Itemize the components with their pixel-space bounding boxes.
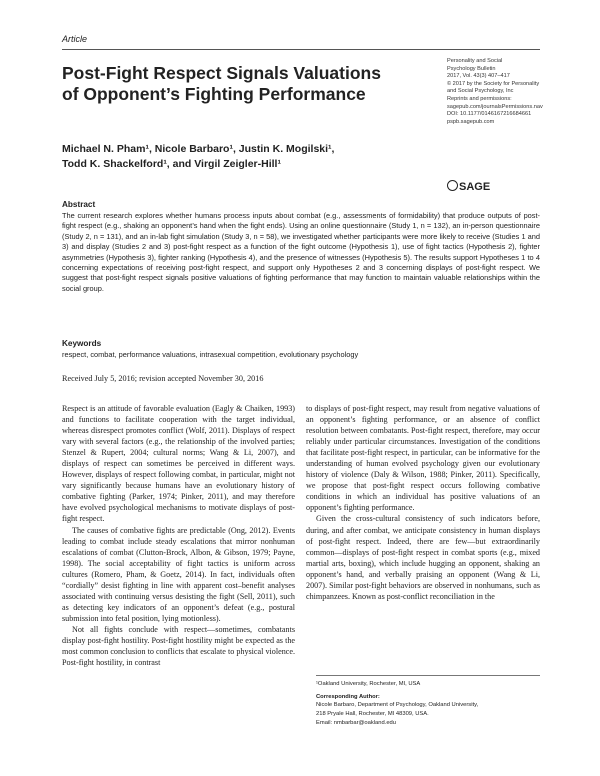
affiliation: ¹Oakland University, Rochester, MI, USA [316,681,421,687]
title-line-1: Post-Fight Respect Signals Valuations [62,63,381,83]
title-line-2: of Opponent’s Fighting Performance [62,84,366,104]
journal-line: © 2017 by the Society for Personality [447,80,540,87]
corresponding-author-line: 218 Pryale Hall, Rochester, MI 48309, USA. [316,711,429,718]
received-dates: Received July 5, 2016; revision accepted November 30, 2016 [62,374,264,383]
body-paragraph: to displays of post-fight respect, may result from negative valuations of an opponent’s fighting performance, or an absence of conflict resolution between combatants. Post-fight respect, therefore, may occur reliably under particular circumstances. Investigation of the conditions that facilitate post-fight respect, in particular, can be informative for the understanding of human evolved psychology given our evolutionary history of violence (Daly & Wilson, 1988; Pinker, 2011). Specifically, we propose that post-fight respect occurs following combative conditions in which an individual has positive valuations of an opponent’s fighting performance. [306,404,540,513]
body-paragraph: Given the cross-cultural consistency of such indicators before, during, and after combat, we anticipate consistency in human displays of post-fight respect. Indeed, there are few—but extraordinarily common—displays of post-fight respect in combat sports (e.g., mixed martial arts, boxing), which include hugging an opponent, shaking an opponent’s hand, and verbally praising an opponent (Wang & Li, 2007). Similar post-fight behaviors are observed in nonhumans, such as chimpanzees. Known as post-conflict reconciliation in the [306,514,540,601]
corresponding-author-heading: Corresponding Author: [316,693,380,700]
email-link[interactable]: Email: nmbarbar@oakland.edu [316,719,396,726]
journal-url[interactable]: pspb.sagepub.com [447,118,495,125]
keywords-text: respect, combat, performance valuations, intrasexual competition, evolutionary psychology [62,350,359,359]
authors-line-2: Todd K. Shackelford¹, and Virgil Zeigler-Hill¹ [62,158,281,170]
footnote-rule [316,675,540,676]
body-column-right [306,403,540,602]
journal-line: 2017, Vol. 43(3) 407–417 [447,73,510,80]
journal-line: Reprints and permissions: [447,95,512,102]
sage-logo [447,180,490,193]
paper-title [62,63,392,105]
journal-line: and Social Psychology, Inc [447,88,514,95]
corresponding-author-line: Nicole Barbaro, Department of Psychology, Oakland University, [316,702,479,709]
body-paragraph: The causes of combative fights are predictable (Ong, 2012). Events leading to combat include steady escalations that mirror nonhuman escalations of combat (Clutton-Brock, Albon, & Gibson, 1979; Payne, 1998). The social acceptability of fight tactics is uniform across cultures (Romero, Pham, & Goetz, 2014). In fact, individuals often “cordially” desist fighting in line with apparent cost–benefit analyses associated with continuing versus desisting the fight (Sell, 2011), such as detecting key indicators of an opponent’s defeat (e.g., postural submission into fetal position, lying motionless). [62,525,295,623]
authors-line-1: Michael N. Pham¹, Nicole Barbaro¹, Justin K. Mogilski¹, [62,143,335,155]
keywords-heading: Keywords [62,339,102,348]
article-label: Article [62,34,88,44]
abstract-text: The current research explores whether humans process inputs about combat (e.g., assessments of formidability) that produce outputs of post-fight respect (e.g., shaking an opponent’s hand when the fight ends). Using an online questionnaire (Study 1, n = 132), an in-person questionnaire (Study 2, n = 131), and an in-lab fight simulation (Study 3, n = 58), we investigated whether participants were more likely to receive (Studies 1 and 3) and display (Studies 2 and 3) post-fight respect as a function of the fight outcome (Hypothesis 1), use of fight tactics (Hypothesis 2), fighter asymmetries (Hypothesis 3), fighter ranking (Hypothesis 4), and the presence of witnesses (Hypothesis 5). The results support Hypotheses 1 to 4 concerning expectations of receiving post-fight respect, and support only Hypotheses 2 and 3 concerning displays of post-fight respect. We suggest that post-fight respect signals positive valuations of fighting performance that may function to maintain valuable relationships within the social group. [62,211,540,293]
header-rule [62,49,540,50]
body-paragraph: Not all fights conclude with respect—sometimes, combatants display post-fight hostility. Post-fight hostility might be expected as the most common conclusion to conflicts that escalate to physical violence. Post-fight hostility, in contrast [62,624,295,668]
body-column-left [62,403,295,668]
doi-link[interactable]: DOI: 10.1177/0146167216684661 [447,111,532,118]
sage-logo-text: SAGE [459,181,491,193]
journal-line: Psychology Bulletin [447,65,496,72]
journal-link[interactable]: sagepub.com/journalsPermissions.nav [447,103,543,110]
body-paragraph: Respect is an attitude of favorable evaluation (Eagly & Chaiken, 1993) and functions to facilitate cooperation with the target individual, whereas disrespect promotes conflict (Wolf, 2011). Displays of respect vary with several factors (e.g., the relationship of the involved parties; Stenzel & Rupert, 2004; cultural norms; Wang & Li, 2007), and displays of respect can sometimes be perceived in different ways. However, displays of respect following combat, in particular, might not vary significantly because humans have an evolutionary history of combative fighting (Parker, 1974; Pinker, 2011), and may therefore have evolved psychological mechanisms to motivate displays of post-fight respect. [62,404,295,524]
journal-info [447,58,557,126]
abstract-heading: Abstract [62,200,96,209]
author-list [62,142,422,172]
footnote [316,680,540,728]
sage-circle-icon [447,180,458,191]
journal-line: Personality and Social [447,58,503,64]
